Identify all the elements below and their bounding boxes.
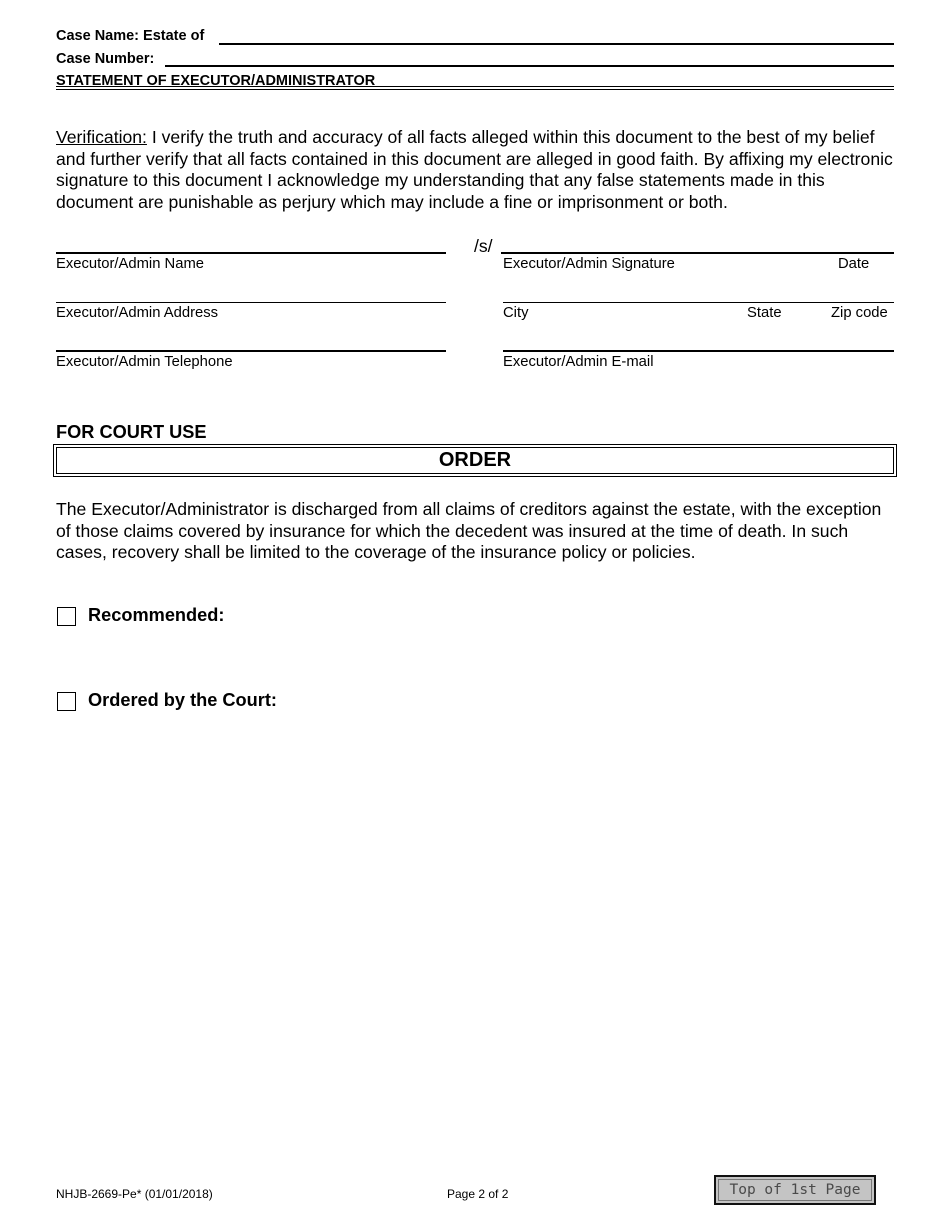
ordered-checkbox[interactable] xyxy=(57,692,76,711)
recommended-checkbox[interactable] xyxy=(57,607,76,626)
case-number-label: Case Number: xyxy=(56,51,155,67)
statement-title: STATEMENT OF EXECUTOR/ADMINISTRATOR xyxy=(56,73,376,89)
city-label: City xyxy=(503,305,529,321)
top-button-label: Top of 1st Page xyxy=(718,1179,872,1201)
signature-prefix: /s/ xyxy=(474,236,493,256)
name-label: Executor/Admin Name xyxy=(56,256,205,272)
case-name-field[interactable] xyxy=(219,43,894,45)
verification-text: I verify the truth and accuracy of all facts alleged within this document to the best of my belief and further verify that all facts contained in this document are alleged in good faith. By affixing my electronic signature to this document I acknowledge my understanding that any false statements made in this document are punishable as perjury which may include a fine or imprisonment or both. xyxy=(56,127,893,212)
recommended-label: Recommended: xyxy=(88,605,225,625)
verification-paragraph xyxy=(56,127,896,213)
ordered-label: Ordered by the Court: xyxy=(88,690,277,710)
order-title: ORDER xyxy=(56,447,894,474)
case-name-label: Case Name: Estate of xyxy=(56,28,205,44)
form-id: NHJB-2669-Pe* (01/01/2018) xyxy=(56,1187,213,1201)
case-number-field[interactable] xyxy=(165,65,894,67)
email-label: Executor/Admin E-mail xyxy=(503,354,654,370)
address-field[interactable] xyxy=(56,302,446,303)
state-label: State xyxy=(747,305,782,321)
telephone-field[interactable] xyxy=(56,350,446,352)
telephone-label: Executor/Admin Telephone xyxy=(56,354,233,370)
signature-field[interactable] xyxy=(501,252,894,254)
order-banner xyxy=(53,444,897,477)
email-field[interactable] xyxy=(503,350,894,352)
court-use-heading: FOR COURT USE xyxy=(56,422,207,442)
page-number: Page 2 of 2 xyxy=(447,1187,509,1201)
top-of-first-page-button[interactable] xyxy=(714,1175,876,1205)
signature-label: Executor/Admin Signature xyxy=(503,256,675,272)
name-field[interactable] xyxy=(56,252,446,254)
zip-label: Zip code xyxy=(831,305,888,321)
date-label: Date xyxy=(838,256,870,272)
order-paragraph: The Executor/Administrator is discharged from all claims of creditors against the estate, with the exception of those claims covered by insurance for which the decedent was insured at the time of death. In such cases, recovery shall be limited to the coverage of the insurance policy or policies. xyxy=(56,499,882,562)
address-label: Executor/Admin Address xyxy=(56,305,219,321)
title-double-rule xyxy=(56,86,894,90)
city-state-zip-field[interactable] xyxy=(503,302,894,303)
verification-label: Verification: xyxy=(56,127,147,147)
